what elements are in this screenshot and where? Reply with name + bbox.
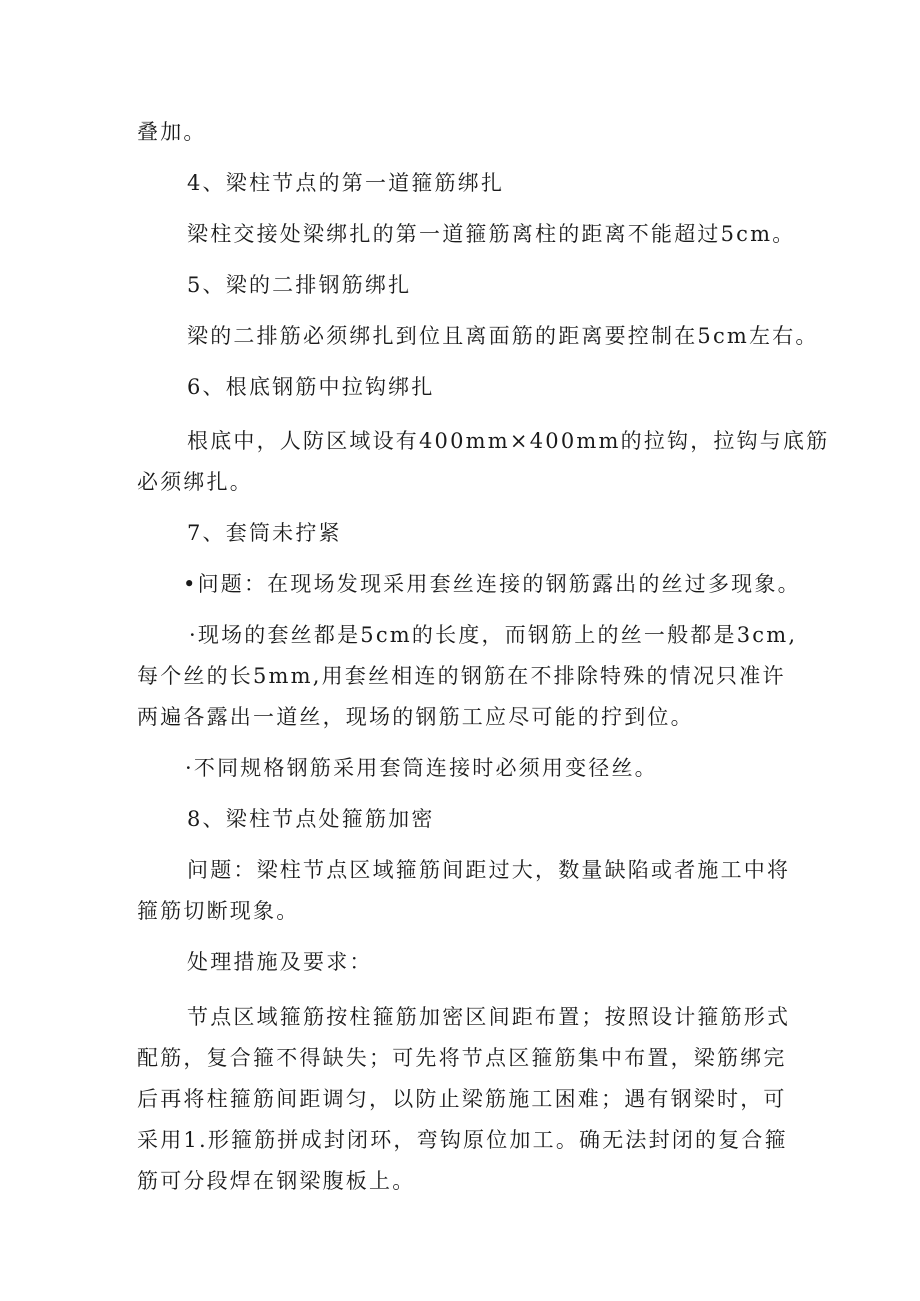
paragraph: 节点区域箍筋按柱箍筋加密区间距布置；按照设计箍筋形式 [187, 1005, 791, 1029]
section-heading-8: 8、梁柱节点处箍筋加密 [187, 807, 435, 831]
section-heading-7: 7、套筒未拧紧 [187, 521, 342, 545]
paragraph: 处理措施及要求： [187, 950, 373, 974]
paragraph-continuation: 叠加。 [137, 120, 207, 144]
paragraph-continuation: 采用1.形箍筋拼成封闭环，弯钩原位加工。确无法封闭的复合箍 [137, 1128, 788, 1152]
section-heading-5: 5、梁的二排钢筋绑扎 [187, 273, 412, 297]
paragraph-continuation: 每个丝的长5mm,用套丝相连的钢筋在不排除特殊的情况只准许 [137, 664, 786, 688]
paragraph-continuation: 筋可分段焊在钢梁腹板上。 [137, 1169, 416, 1193]
section-heading-4: 4、梁柱节点的第一道箍筋绑扎 [187, 171, 505, 195]
paragraph-continuation: 箍筋切断现象。 [137, 899, 300, 923]
paragraph-continuation: 后再将柱箍筋间距调匀，以防止梁筋施工困难；遇有钢梁时，可 [137, 1087, 787, 1111]
paragraph-continuation: 配筋，复合箍不得缺失；可先将节点区箍筋集中布置，梁筋绑完 [137, 1046, 787, 1070]
paragraph: 根底中，人防区域设有400mm×400mm的拉钩，拉钩与底筋 [187, 429, 830, 453]
paragraph: 梁柱交接处梁绑扎的第一道箍筋离柱的距离不能超过5cm。 [187, 222, 796, 246]
bullet-paragraph: ·现场的套丝都是5cm的长度，而钢筋上的丝一般都是3cm, [189, 623, 798, 647]
bullet-paragraph: •问题：在现场发现采用套丝连接的钢筋露出的丝过多现象。 [183, 572, 801, 596]
paragraph-continuation: 两遍各露出一道丝，现场的钢筋工应尽可能的拧到位。 [137, 705, 694, 729]
paragraph: 问题：梁柱节点区域箍筋间距过大，数量缺陷或者施工中将 [187, 858, 791, 882]
paragraph-continuation: 必须绑扎。 [137, 470, 253, 494]
paragraph: 梁的二排筋必须绑扎到位且离面筋的距离要控制在5cm左右。 [187, 324, 819, 348]
bullet-paragraph: ·不同规格钢筋采用套筒连接时必须用变径丝。 [185, 756, 658, 780]
section-heading-6: 6、根底钢筋中拉钩绑扎 [187, 375, 435, 399]
